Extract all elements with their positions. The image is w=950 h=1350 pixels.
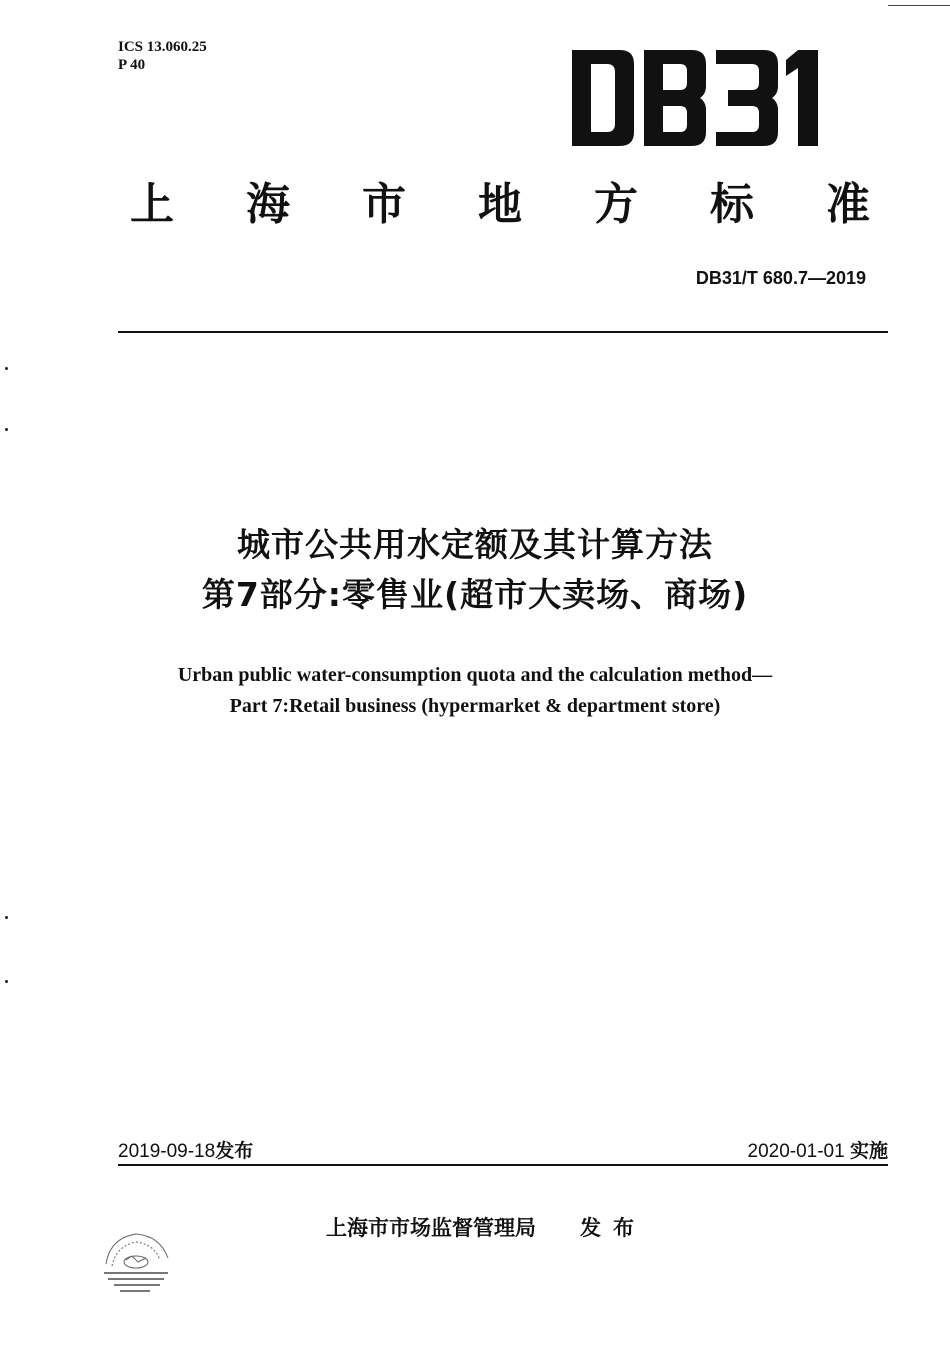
standard-type-char: 准 [826, 179, 870, 230]
standard-number: DB31/T 680.7—2019 [695, 268, 866, 288]
scan-mark [5, 367, 8, 370]
classification-codes [118, 38, 207, 74]
english-title-line: Part 7:Retail business (hypermarket & department store) [229, 695, 721, 717]
bottom-divider [118, 1164, 888, 1166]
standard-type-char: 标 [710, 179, 754, 230]
scan-mark [5, 980, 8, 983]
chinese-title-line: 第7部分:零售业(超市大卖场、商场) [201, 575, 749, 614]
ics-code: ICS 13.060.25 [118, 39, 207, 55]
issue-date: 2019-09-18 [118, 1141, 216, 1162]
top-edge-line [888, 5, 950, 6]
issue-date-line [118, 1136, 253, 1163]
ccs-code: P 40 [118, 57, 146, 73]
standard-type-char: 市 [362, 179, 406, 230]
top-divider [118, 331, 888, 333]
scan-mark [5, 428, 8, 431]
standard-type-char: 海 [246, 179, 290, 230]
issuer-name: 上海市市场监督管理局 [326, 1216, 536, 1240]
scan-mark [5, 916, 8, 919]
chinese-title-line: 城市公共用水定额及其计算方法 [237, 525, 713, 564]
issue-label: 发布 [215, 1140, 254, 1162]
issuer-line [326, 1212, 646, 1242]
standard-type-heading [130, 180, 870, 230]
standard-type-char: 方 [594, 179, 638, 230]
standard-type-char: 上 [130, 179, 174, 230]
watermark-stamp [96, 1224, 176, 1298]
effective-label: 实施 [849, 1140, 888, 1162]
standard-type-char: 地 [478, 179, 522, 230]
effective-date-line [560, 1136, 888, 1163]
issuer-verb: 发布 [580, 1216, 646, 1240]
effective-date: 2020-01-01 [747, 1141, 845, 1162]
chinese-title [75, 520, 875, 620]
english-title-line: Urban public water-consumption quota and the calculation method— [177, 664, 773, 686]
db31-logo [572, 50, 834, 146]
english-title [75, 660, 875, 722]
